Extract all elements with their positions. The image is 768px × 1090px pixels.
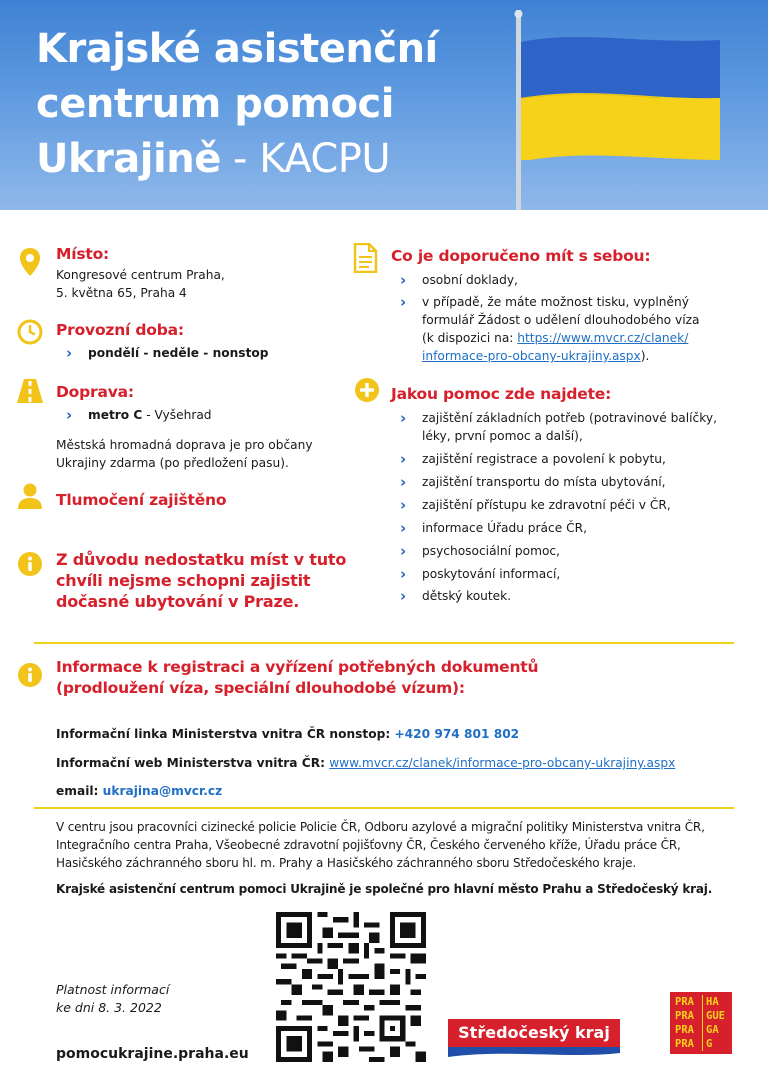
- provozni-doba-heading: Provozní doba:: [56, 321, 184, 339]
- misto-line-2: 5. května 65, Praha 4: [56, 286, 187, 300]
- pomoc-item-6-text: psychosociální pomoc,: [422, 544, 561, 558]
- plus-circle-icon: [354, 377, 380, 403]
- web-label: Informační web Ministerstva vnitra ČR:: [56, 756, 330, 770]
- linka-phone[interactable]: +420 974 801 802: [394, 727, 520, 741]
- validity-line-2: ke dni 8. 3. 2022: [56, 1000, 162, 1015]
- chevron-right-icon: ›: [400, 450, 407, 468]
- email-link[interactable]: ukrajina@mvcr.cz: [102, 784, 223, 798]
- praha-logo-text: PRA: [675, 1023, 703, 1037]
- pomoc-item-4: [400, 496, 671, 514]
- title-line-3: [36, 132, 506, 187]
- pomoc-item-7-text: poskytování informací,: [422, 567, 561, 581]
- info-icon: [17, 551, 43, 577]
- doprava-note-2: Ukrajiny zdarma (po předložení pasu).: [56, 456, 289, 470]
- chevron-right-icon: ›: [400, 293, 407, 311]
- provozni-doba-item: [66, 344, 269, 362]
- pomoc-item-5: [400, 519, 587, 537]
- para-2: Krajské asistenční centrum pomoci Ukrajině je společné pro hlavní město Prahu a Středočeský kraj.: [56, 882, 713, 896]
- sebou-heading: Co je doporučeno mít s sebou:: [391, 247, 651, 265]
- chevron-right-icon: ›: [400, 519, 407, 537]
- document-icon: [352, 243, 378, 273]
- stredocesky-kraj-label: Středočeský kraj: [458, 1023, 610, 1042]
- pomoc-item-1: [400, 409, 717, 427]
- mvcr-form-link-part-2[interactable]: informace-pro-obcany-ukrajiny.aspx: [422, 349, 641, 363]
- divider-top: [34, 642, 734, 644]
- pomoc-heading: Jakou pomoc zde najdete:: [391, 385, 612, 403]
- pomoc-item-6: [400, 542, 560, 560]
- praha-logo-text: GUE: [706, 1010, 725, 1022]
- praha-logo-text: PRA: [675, 1009, 703, 1023]
- pomoc-item-4-text: zajištění přístupu ke zdravotní péči v ČR,: [422, 498, 671, 512]
- clock-icon: [17, 319, 43, 345]
- misto-heading: Místo:: [56, 245, 110, 263]
- sebou-item-2-line-1: v případě, že máte možnost tisku, vyplněný: [422, 295, 689, 309]
- info-email: [56, 782, 222, 800]
- title-line-2: centrum pomoci: [36, 81, 394, 127]
- warning-line-1: Z důvodu nedostatku míst v tuto: [56, 550, 347, 569]
- header-banner: [0, 0, 768, 210]
- pomoc-item-5-text: informace Úřadu práce ČR,: [422, 521, 587, 535]
- divider-bottom: [34, 807, 734, 809]
- pomoc-item-7: [400, 565, 560, 583]
- chevron-right-icon: ›: [400, 587, 407, 605]
- praha-logo-text: GA: [706, 1024, 719, 1036]
- pomoc-item-3: [400, 473, 666, 491]
- pomoc-item-3-text: zajištění transportu do místa ubytování,: [422, 475, 666, 489]
- pomoc-item-1-line-2: léky, první pomoc a další),: [422, 429, 583, 443]
- sebou-item-2-line-2: formulář Žádost o udělení dlouhodobého víza: [422, 313, 700, 327]
- doba-item-text: pondělí - neděle - nonstop: [88, 346, 269, 360]
- doprava-station: - Vyšehrad: [142, 408, 212, 422]
- praha-logo-text: PRA: [675, 1037, 703, 1051]
- email-label: email:: [56, 784, 103, 798]
- info-heading-line-1: Informace k registraci a vyřízení potřebných dokumentů: [56, 658, 539, 676]
- title-thin: - KACPU: [220, 136, 391, 182]
- sebou-item-2-line-4: [422, 347, 649, 365]
- mvcr-form-link-part-1[interactable]: https://www.mvcr.cz/clanek/: [517, 331, 689, 345]
- doprava-item: [66, 406, 212, 424]
- location-pin-icon: [18, 247, 42, 277]
- sebou-item-2-line-3: [422, 329, 688, 347]
- doprava-heading: Doprava:: [56, 383, 134, 401]
- qr-code: [276, 912, 426, 1062]
- para-1-line-2: Integračního centra Praha, Všeobecné zdravotní pojišťovny ČR, Českého červeného kříže, Úřadu práce ČR,: [56, 838, 681, 852]
- chevron-right-icon: ›: [66, 344, 73, 362]
- sebou-item-1-text: osobní doklady,: [422, 273, 518, 287]
- chevron-right-icon: ›: [400, 473, 407, 491]
- sebou-suffix: ).: [640, 349, 650, 363]
- chevron-right-icon: ›: [400, 565, 407, 583]
- person-icon: [17, 482, 43, 510]
- praha-logo-text: HA: [706, 996, 719, 1008]
- chevron-right-icon: ›: [400, 409, 407, 427]
- pomoc-item-1-line-1: zajištění základních potřeb (potravinové balíčky,: [422, 411, 717, 425]
- pomoc-item-8-text: dětský koutek.: [422, 589, 512, 603]
- page-title: [36, 22, 506, 187]
- linka-label: Informační linka Ministerstva vnitra ČR nonstop:: [56, 727, 395, 741]
- chevron-right-icon: ›: [400, 542, 407, 560]
- validity-line-1: Platnost informací: [56, 982, 170, 997]
- pomoc-item-2-text: zajištění registrace a povolení k pobytu,: [422, 452, 666, 466]
- website-url[interactable]: pomocukrajine.praha.eu: [56, 1046, 249, 1062]
- doprava-note-1: Městská hromadná doprava je pro občany: [56, 438, 313, 452]
- pomoc-item-8: [400, 587, 511, 605]
- sebou-item-1: [400, 271, 518, 289]
- praha-logo-text: PRA: [675, 995, 703, 1009]
- sebou-item-2: [400, 293, 689, 311]
- doprava-metro: metro C: [88, 408, 143, 422]
- sebou-prefix: (k dispozici na:: [422, 331, 518, 345]
- chevron-right-icon: ›: [66, 406, 73, 424]
- misto-line-1: Kongresové centrum Praha,: [56, 268, 225, 282]
- info-web: [56, 754, 675, 772]
- praha-logo: [670, 992, 732, 1054]
- tlumoceni-heading: Tlumočení zajištěno: [56, 491, 227, 509]
- ukraine-flag-image: [470, 0, 768, 210]
- title-line-1: Krajské asistenční: [36, 26, 438, 72]
- info-icon: [17, 662, 43, 688]
- title-bold: Ukrajině: [36, 136, 221, 182]
- para-1-line-1: V centru jsou pracovníci cizinecké policie Policie ČR, Odboru azylové a migrační politiky Ministerstva vnitra ČR,: [56, 820, 705, 834]
- pomoc-item-2: [400, 450, 666, 468]
- info-linka: [56, 725, 519, 743]
- para-1-line-3: Hasičského záchranného sboru hl. m. Prahy a Hasičského záchranného sboru Středočeského kraje.: [56, 856, 637, 870]
- road-icon: [16, 378, 44, 404]
- praha-logo-text: G: [706, 1038, 713, 1050]
- warning-line-3: dočasné ubytování v Praze.: [56, 592, 300, 611]
- chevron-right-icon: ›: [400, 271, 407, 289]
- info-heading-line-2: (prodloužení víza, speciální dlouhodobé vízum):: [56, 679, 465, 697]
- mvcr-web-link[interactable]: www.mvcr.cz/clanek/informace-pro-obcany-ukrajiny.aspx: [329, 756, 676, 770]
- warning-line-2: chvíli nejsme schopni zajistit: [56, 571, 311, 590]
- chevron-right-icon: ›: [400, 496, 407, 514]
